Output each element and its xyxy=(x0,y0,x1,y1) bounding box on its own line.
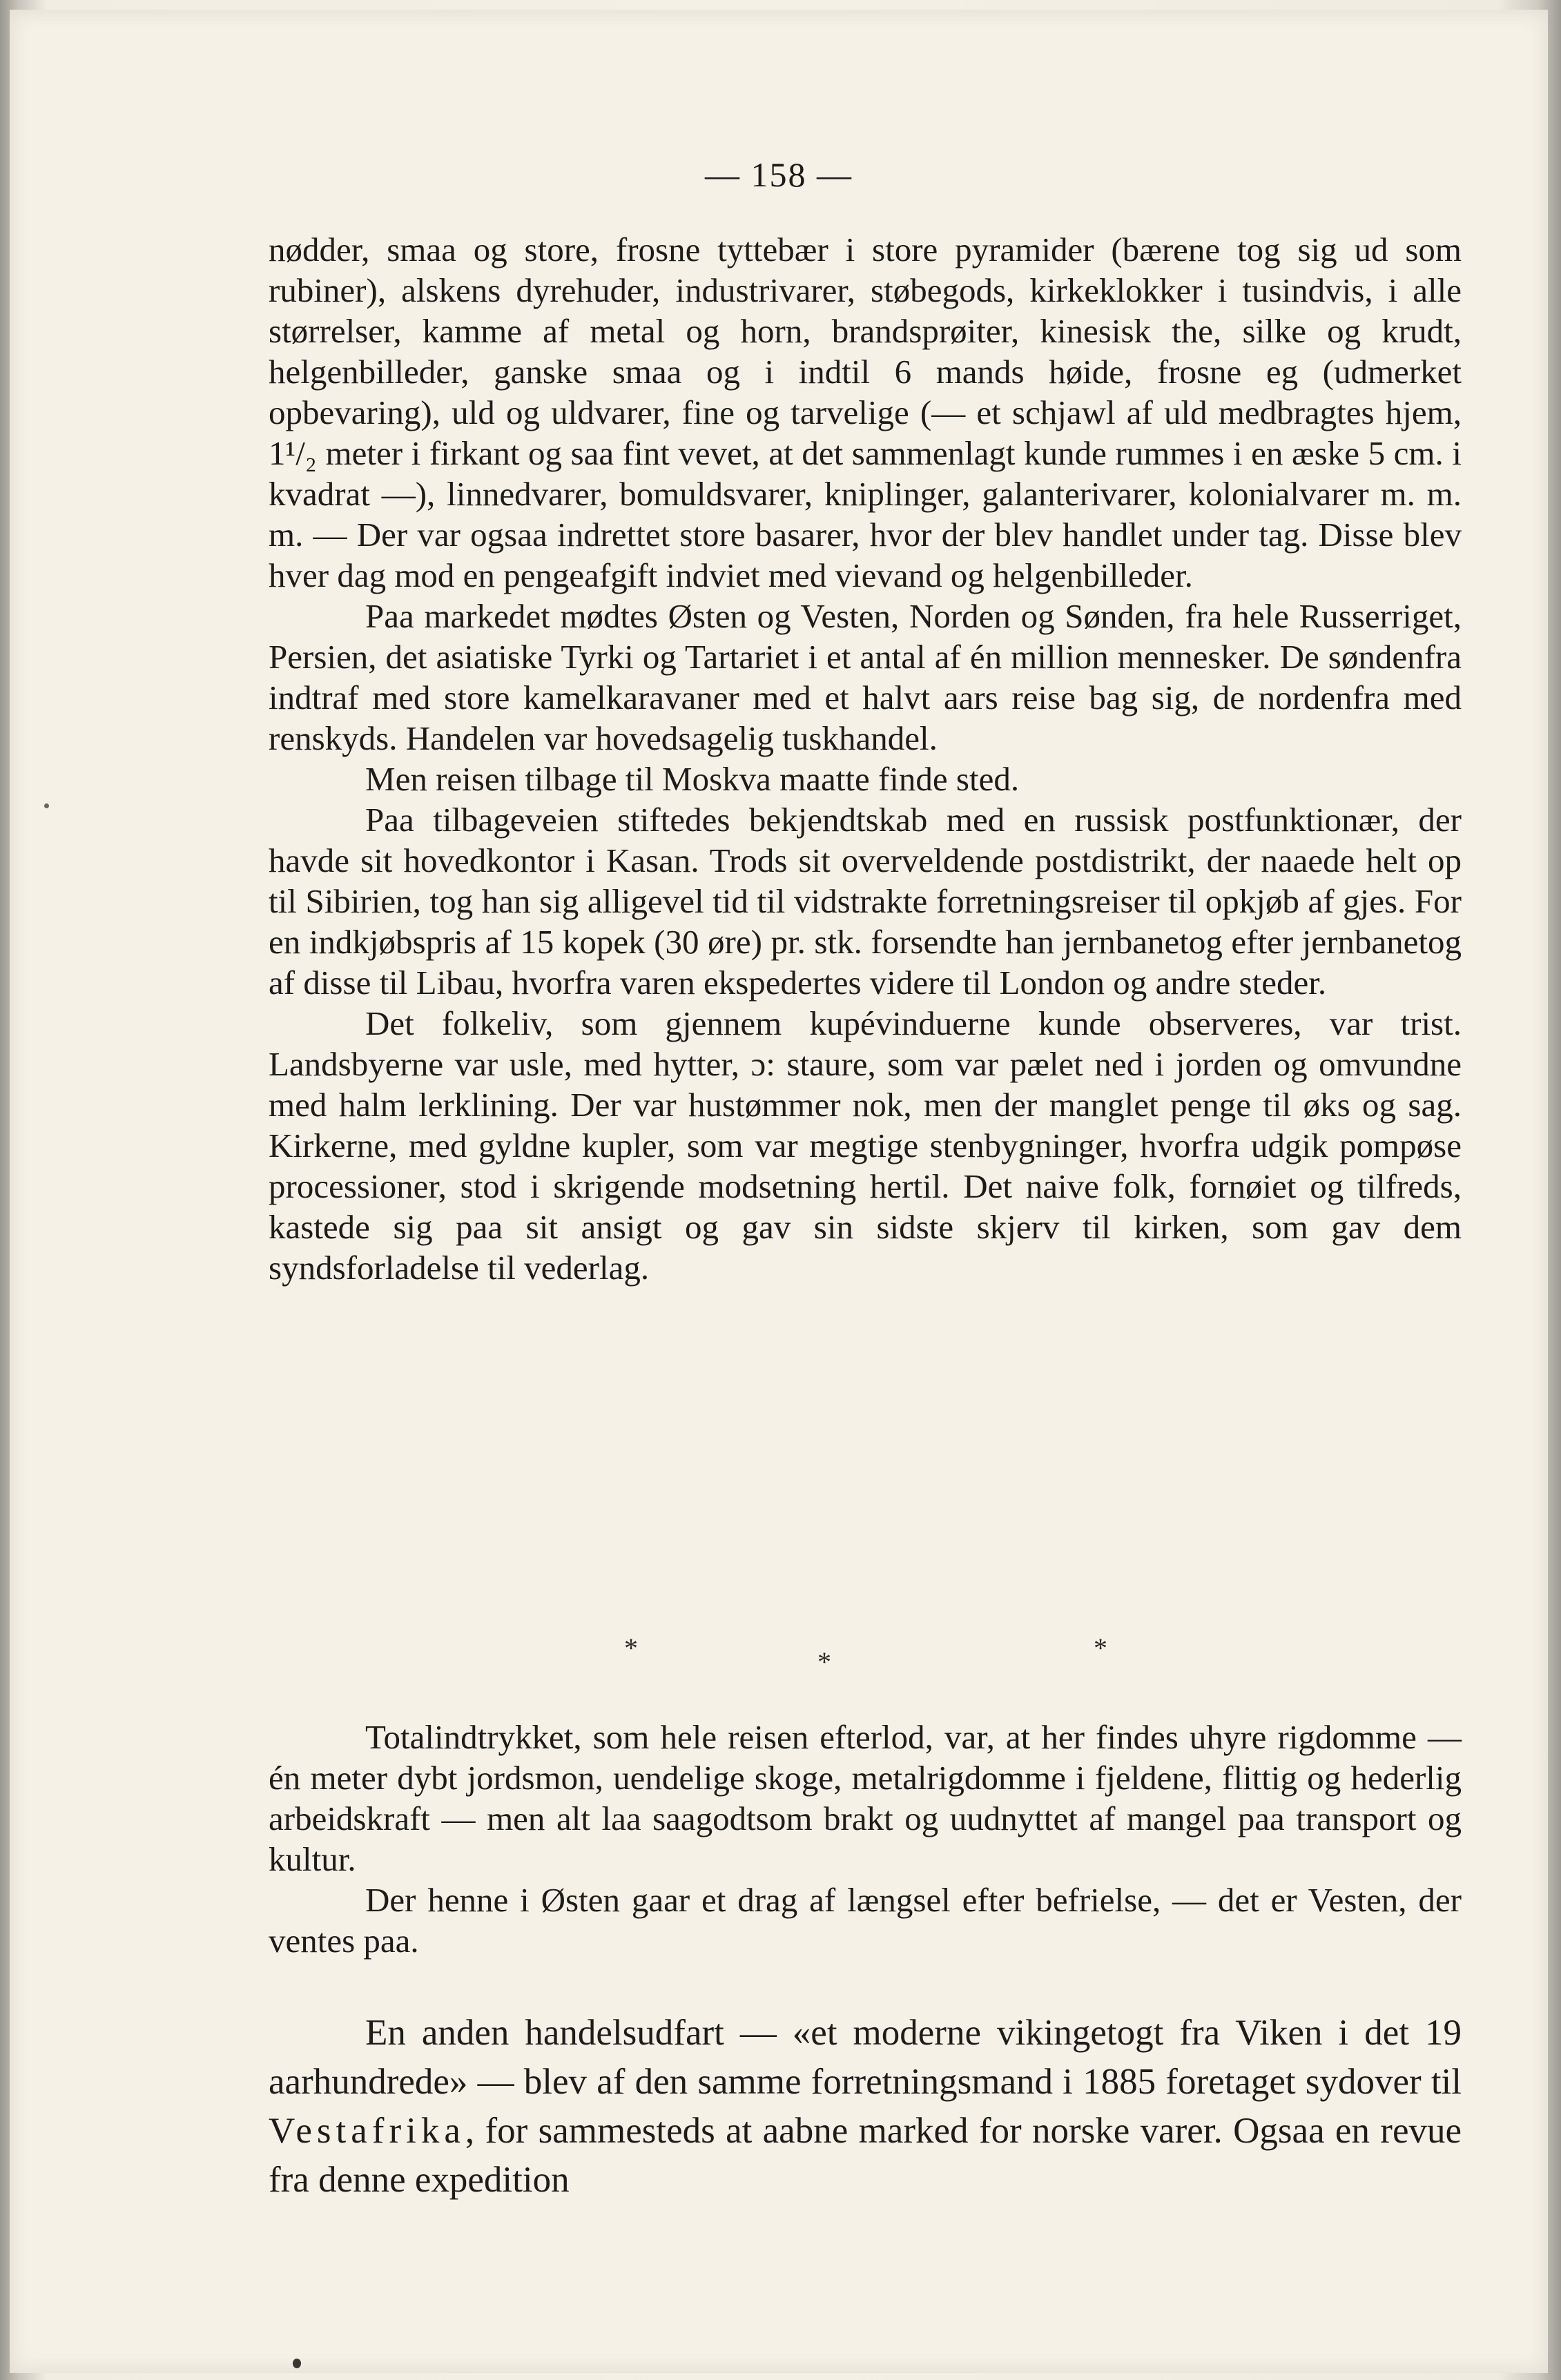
paragraph: nødder, smaa og store, frosne tyttebær i store pyramider (bærene tog sig ud som rubiner), alskens dyrehuder, industrivarer, støbegods, kirkeklokker i tusindvis, i alle størrelser, kamme af metal og horn, brandsprøiter, kinesisk the, silke og krudt, helgenbilleder, ganske smaa og i indtil 6 mands høide, frosne eg (udmerket opbevaring), uld og uldvarer, fine og tarvelige (— et schjawl af uld medbragtes hjem, 1¹/₂ meter i firkant og saa fint vevet, at det sammenlagt kunde rummes i en æske 5 cm. i kvadrat —), linnedvarer, bomuldsvarer, kniplinger, galanterivarer, kolonialvarer m. m. m. — Der var ogsaa indrettet store basarer, hvor der blev handlet under tag. Disse blev hver dag mod en pengeafgift indviet med vievand og helgenbilleder. xyxy=(269,231,1462,594)
paragraph: Paa tilbageveien stiftedes bekjendtskab med en russisk postfunktionær, der havde sit hovedkontor i Kasan. Trods sit overveldende postdistrikt, der naaede helt op til Sibirien, tog han sig alligevel tid til vidstrakte forretningsreiser til opkjøb af gjes. For en indkjøbspris af 15 kopek (30 øre) pr. stk. forsendte han jernbanetog efter jernbanetog af disse til Libau, hvorfra varen ekspedertes videre til London og andre steder. xyxy=(269,801,1462,1002)
text-block-middle xyxy=(269,1717,1462,1961)
scan-speck xyxy=(44,803,49,808)
page-number: — 158 — xyxy=(705,155,853,194)
book-page xyxy=(10,10,1548,2373)
paragraph: Totalindtrykket, som hele reisen efterlod, var, at her findes uhyre rigdomme — én meter dybt jordsmon, uendelige skoge, metalrigdomme i fjeldene, flittig og hederlig arbeidskraft — men alt laa saagodtsom brakt og uudnyttet af mangel paa transport og kultur. xyxy=(269,1718,1462,1878)
paragraph-text: , for sammesteds at aabne marked for norske varer. Ogsaa en revue fra denne expedition xyxy=(269,2111,1462,2200)
paragraph: Men reisen tilbage til Moskva maatte finde sted. xyxy=(365,760,1020,798)
paragraph: Der henne i Østen gaar et drag af længsel efter befrielse, — det er Vesten, der ventes paa. xyxy=(269,1881,1462,1960)
scan-speck xyxy=(293,2359,301,2368)
text-block-lower xyxy=(269,2009,1462,2205)
paragraph xyxy=(269,2009,1462,2205)
paragraph: Det folkeliv, som gjennem kupévinduerne kunde observeres, var trist. Landsbyerne var usle, med hytter, ɔ: staure, som var pælet ned i jorden og omvundne med halm lerklining. Der var hustømmer nok, men der manglet penge til øks og sag. Kirkerne, med gyldne kupler, som var megtige stenbygninger, hvorfra udgik pompøse processioner, stod i skrigende modsetning hertil. Det naive folk, fornøiet og tilfreds, kastede sig paa sit ansigt og gav sin sidste skjerv til kirken, som gav dem syndsforladelse til vederlag. xyxy=(269,1004,1462,1287)
spaced-emphasis-text: Vestafrika xyxy=(269,2111,465,2151)
paragraph: Paa markedet mødtes Østen og Vesten, Norden og Sønden, fra hele Russerriget, Persien, det asiatiske Tyrki og Tartariet i et antal af én million mennesker. De søndenfra indtraf med store kamelkaravaner med et halvt aars reise bag sig, de nordenfra med renskyds. Handelen var hovedsagelig tuskhandel. xyxy=(269,597,1462,757)
paragraph-text: En anden handelsudfart — «et moderne vikingetogt fra Viken i det 19 aarhundrede» — blev af den samme forretningsmand i 1885 foretaget sydover til xyxy=(269,2013,1462,2102)
section-separator-star: * xyxy=(1094,1632,1107,1664)
section-separator-star: * xyxy=(817,1646,831,1677)
text-block-upper xyxy=(269,229,1462,1288)
section-separator-star: * xyxy=(624,1632,638,1664)
